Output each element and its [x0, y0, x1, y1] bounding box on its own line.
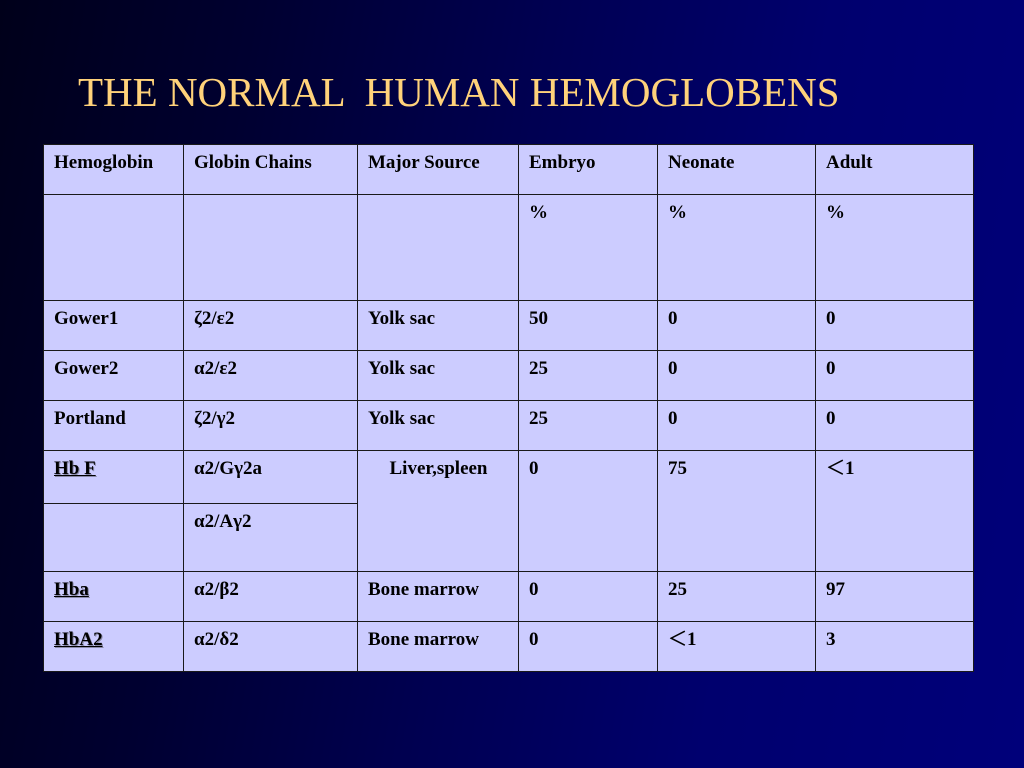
chains-cell: α2/Gγ2a — [184, 451, 358, 504]
embryo-cell: 50 — [519, 301, 658, 351]
chains-cell: α2/ε2 — [184, 351, 358, 401]
neonate-cell: 0 — [658, 401, 816, 451]
source-cell: Bone marrow — [358, 622, 519, 672]
chains-cell: α2/δ2 — [184, 622, 358, 672]
hemoglobin-cell — [44, 572, 184, 622]
neonate-cell: 0 — [658, 301, 816, 351]
header-embryo: Embryo — [519, 145, 658, 195]
hemoglobin-cell — [44, 622, 184, 672]
neonate-cell: 0 — [658, 351, 816, 401]
source-cell: Bone marrow — [358, 572, 519, 622]
hba2-label: HbA2 — [54, 629, 103, 650]
hemoglobin-cell: Gower2 — [44, 351, 184, 401]
header-globin-chains: Globin Chains — [184, 145, 358, 195]
table-row — [44, 351, 974, 401]
adult-cell: 97 — [816, 572, 974, 622]
embryo-unit: % — [519, 195, 658, 301]
adult-cell: ＜1 — [816, 451, 974, 572]
neonate-cell: ＜1 — [658, 622, 816, 672]
embryo-cell: 25 — [519, 351, 658, 401]
header-neonate: Neonate — [658, 145, 816, 195]
adult-cell: 0 — [816, 351, 974, 401]
adult-cell: 0 — [816, 401, 974, 451]
units-row — [44, 195, 974, 301]
hemoglobin-table — [43, 144, 974, 672]
neonate-cell: 25 — [658, 572, 816, 622]
table-row — [44, 451, 974, 504]
table-row — [44, 572, 974, 622]
source-cell: Yolk sac — [358, 301, 519, 351]
embryo-cell: 0 — [519, 572, 658, 622]
embryo-cell: 25 — [519, 401, 658, 451]
adult-unit: % — [816, 195, 974, 301]
table-row — [44, 301, 974, 351]
hemoglobin-cell: Gower1 — [44, 301, 184, 351]
slide-title: THE NORMAL HUMAN HEMOGLOBENS — [78, 69, 840, 115]
table-header-row — [44, 145, 974, 195]
header-hemoglobin: Hemoglobin — [44, 145, 184, 195]
embryo-cell: 0 — [519, 622, 658, 672]
chains-cell: ζ2/ε2 — [184, 301, 358, 351]
chains-cell: α2/β2 — [184, 572, 358, 622]
units-empty-cell — [44, 195, 184, 301]
hemoglobin-cell — [44, 451, 184, 504]
hemoglobin-cell: Portland — [44, 401, 184, 451]
units-empty-cell — [358, 195, 519, 301]
neonate-cell: 75 — [658, 451, 816, 572]
embryo-cell: 0 — [519, 451, 658, 572]
units-empty-cell — [184, 195, 358, 301]
source-cell: Yolk sac — [358, 401, 519, 451]
adult-cell: 0 — [816, 301, 974, 351]
header-adult: Adult — [816, 145, 974, 195]
source-cell: Yolk sac — [358, 351, 519, 401]
header-major-source: Major Source — [358, 145, 519, 195]
hbf-label: Hb F — [54, 458, 96, 479]
table-row — [44, 622, 974, 672]
chains-cell: α2/Aγ2 — [184, 504, 358, 572]
chains-cell: ζ2/γ2 — [184, 401, 358, 451]
adult-cell: 3 — [816, 622, 974, 672]
source-cell: Liver,spleen — [358, 451, 519, 572]
table-row — [44, 401, 974, 451]
neonate-unit: % — [658, 195, 816, 301]
hemoglobin-empty-cell — [44, 504, 184, 572]
hba-label: Hba — [54, 579, 89, 600]
